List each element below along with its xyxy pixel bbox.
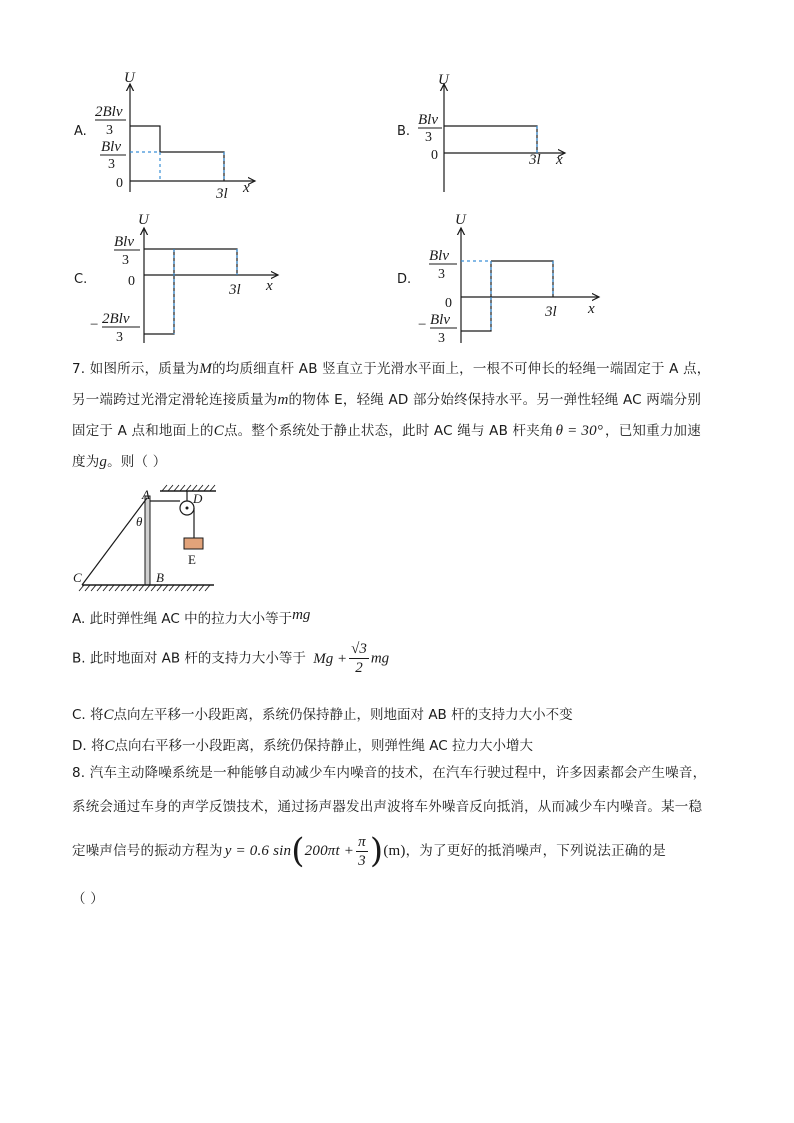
q8-equation-lhs: y = 0.6 sin xyxy=(224,843,292,859)
q7-option-b: B. 此时地面对 AB 杆的支持力大小等于 Mg + $\frac{√3}{2}$ mg xyxy=(72,641,390,676)
graph-d-x-label: x xyxy=(588,301,595,317)
graph-a-option-label: A. xyxy=(74,124,87,139)
graph-a-tick-high-num: 2Blv xyxy=(95,104,123,120)
graph-a-y-label: U xyxy=(124,70,135,86)
q8-line-3: 定噪声信号的振动方程为 y = 0.6 sin(200πt + $\frac{\pi}{3}$ )(m)，为了更好的抵消噪声，下列说法正确的是 xyxy=(72,831,666,871)
graph-b-step-line xyxy=(444,126,537,153)
graph-b xyxy=(415,64,575,199)
graph-b-tick-den: 3 xyxy=(425,130,432,145)
graph-d-y-label: U xyxy=(455,212,466,228)
graph-c-pos-segment xyxy=(144,249,237,275)
graph-d-tick-pos-num: Blv xyxy=(429,248,449,264)
fig-label-e: E xyxy=(188,552,196,567)
q7-line-4: 度为g。则（ ） xyxy=(72,454,167,470)
graph-b-tick-num: Blv xyxy=(418,112,438,128)
graph-b-origin: 0 xyxy=(431,148,438,163)
graph-a-x-label: x xyxy=(243,180,250,196)
graph-b-option-label: B. xyxy=(397,124,411,139)
graph-d-neg-segment xyxy=(461,261,491,331)
graph-b-x-tick: 3l xyxy=(529,152,541,168)
graph-c-x-tick: 3l xyxy=(229,282,241,298)
graph-a-tick-high-den: 3 xyxy=(106,123,113,138)
graph-d-tick-pos-den: 3 xyxy=(438,267,445,282)
q7-option-d: D. 将C点向右平移一小段距离，系统仍保持静止，则弹性绳 AC 拉力大小增大 xyxy=(72,738,534,754)
q8-line-1: 8. 汽车主动降噪系统是一种能够自动减少车内噪音的技术，在汽车行驶过程中，许多因素都会产生噪音， xyxy=(72,765,707,781)
rope-ac xyxy=(82,498,147,585)
rod-ab xyxy=(145,496,150,585)
graph-d-tick-neg-num: Blv xyxy=(430,312,450,328)
graph-c-tick-neg-sign: − xyxy=(90,317,99,333)
q8-line-2: 系统会通过车身的声学反馈技术，通过扬声器发出声波将车外噪音反向抵消，从而减少车内噪音。某一稳 xyxy=(72,799,703,815)
graph-c-tick-pos-den: 3 xyxy=(122,253,129,268)
graph-d xyxy=(415,208,615,348)
q7-figure xyxy=(66,484,236,596)
fig-label-c: C xyxy=(73,570,82,585)
block-e xyxy=(184,538,203,549)
q7-theta-eq: θ = 30° xyxy=(555,423,604,439)
graph-c-tick-neg-num: 2Blv xyxy=(102,311,130,327)
q7-option-a: A. 此时弹性绳 AC 中的拉力大小等于mg xyxy=(72,607,311,627)
graph-d-x-tick: 3l xyxy=(545,304,557,320)
graph-d-pos-segment xyxy=(491,261,553,297)
graph-a-tick-low-den: 3 xyxy=(108,157,115,172)
graph-d-option-label: D. xyxy=(397,272,412,287)
fig-label-theta: θ xyxy=(136,514,143,529)
graph-b-x-label: x xyxy=(556,152,563,168)
fig-label-a: A xyxy=(142,487,150,502)
graph-c-tick-neg-den: 3 xyxy=(116,330,123,345)
ground-hatch xyxy=(79,585,210,591)
graph-a-tick-low-num: Blv xyxy=(101,139,121,155)
fig-label-d: D xyxy=(193,491,203,506)
graph-a xyxy=(90,64,270,199)
graph-c-y-label: U xyxy=(138,212,149,228)
graph-c-neg-segment xyxy=(144,249,174,334)
graph-b-y-label: U xyxy=(438,72,449,88)
graph-d-tick-neg-den: 3 xyxy=(438,331,445,346)
graph-c-option-label: C. xyxy=(74,272,88,287)
graph-c-tick-pos-num: Blv xyxy=(114,234,134,250)
q7-line-3: 固定于 A 点和地面上的C点。整个系统处于静止状态，此时 AC 绳与 AB 杆夹角 θ = 30° ，已知重力加速 xyxy=(72,423,701,439)
graph-d-origin: 0 xyxy=(445,296,452,311)
q7-line-2: 另一端跨过光滑定滑轮连接质量为m的物体 E，轻绳 AD 部分始终保持水平。另一弹性轻绳 AC 两端分别 xyxy=(72,392,702,408)
graph-c xyxy=(90,208,290,348)
graph-a-x-tick: 3l xyxy=(216,186,228,199)
q7-option-c: C. 将C点向左平移一小段距离，系统仍保持静止，则地面对 AB 杆的支持力大小不变 xyxy=(72,707,573,723)
graph-c-x-label: x xyxy=(266,278,273,294)
fig-label-b: B xyxy=(156,570,164,585)
graph-c-origin: 0 xyxy=(128,274,135,289)
ceiling-hatch xyxy=(162,485,215,491)
q7-line-1: 7. 如图所示，质量为M的均质细直杆 AB 竖直立于光滑水平面上，一根不可伸长的轻绳一端固定于 A 点， xyxy=(72,361,711,377)
q7-option-b-fraction: $\frac{√3}{2}$ xyxy=(351,641,367,676)
q8-equation-fraction: $\frac{\pi}{3}$ xyxy=(358,833,366,869)
graph-a-step-line xyxy=(130,126,224,181)
q8-answer-paren: （ ） xyxy=(72,891,104,907)
graph-a-origin: 0 xyxy=(116,176,123,191)
graph-d-tick-neg-sign: − xyxy=(418,317,427,333)
